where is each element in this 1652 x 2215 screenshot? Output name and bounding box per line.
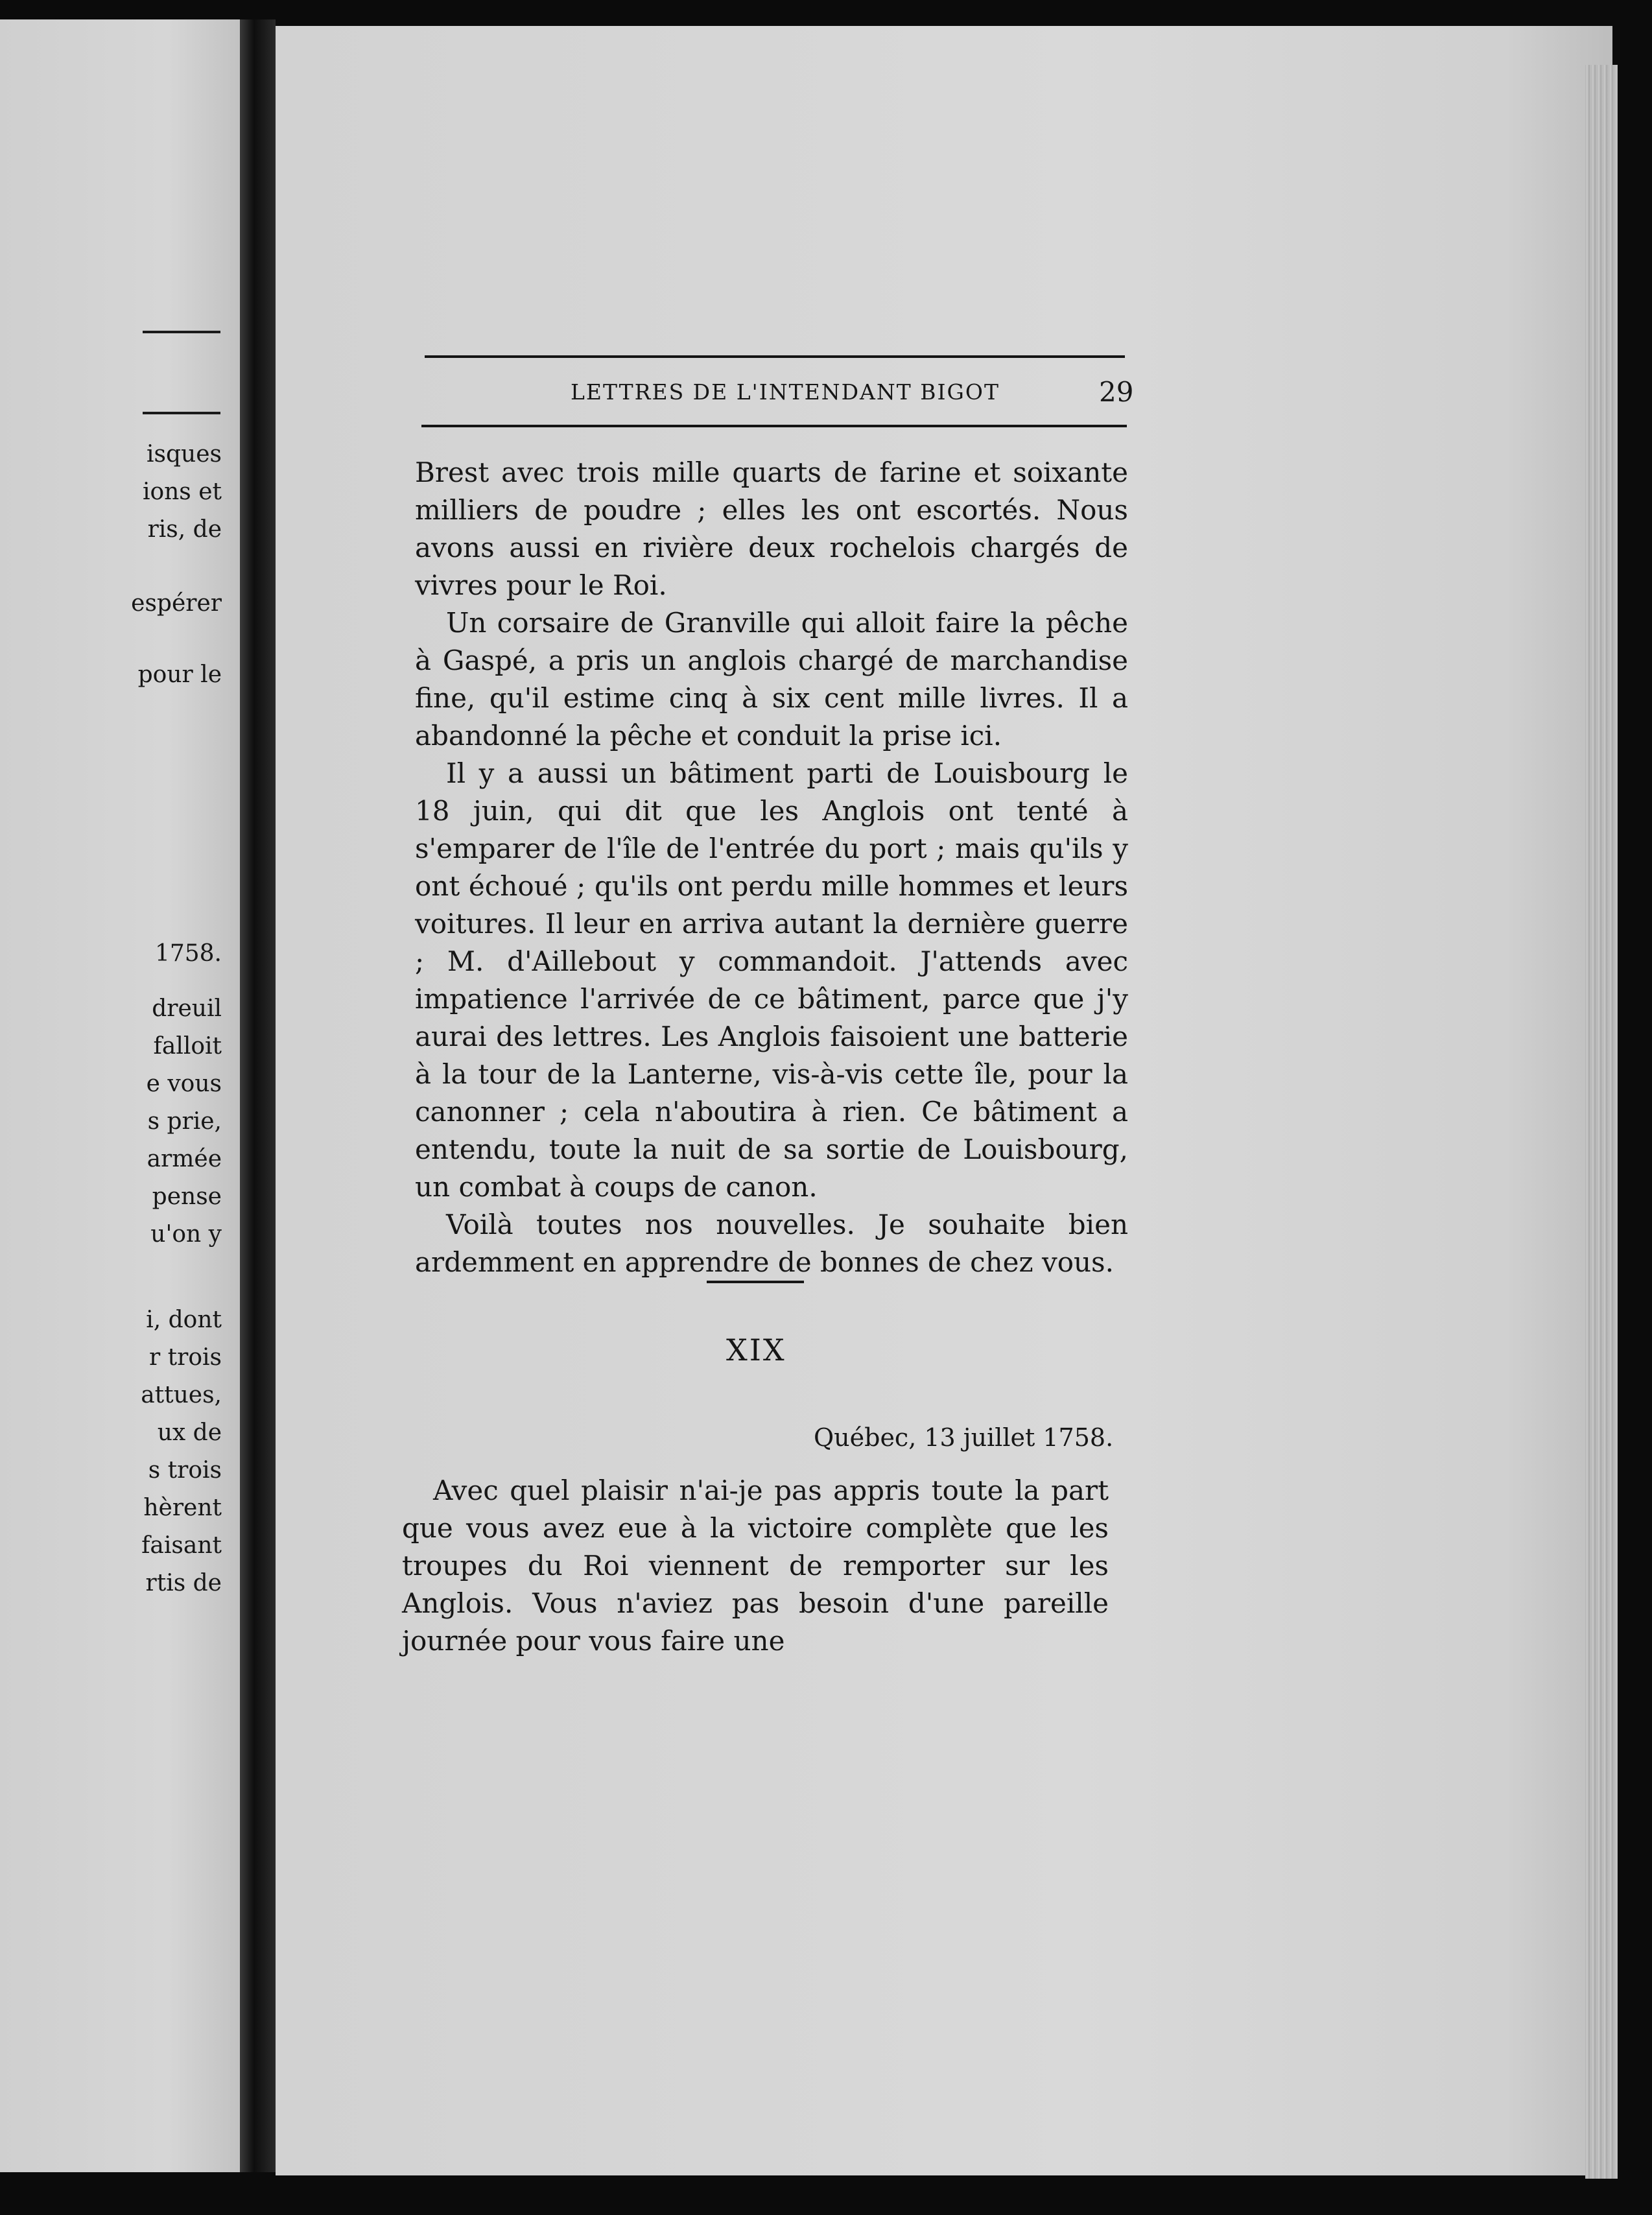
page-edge [1585,65,1618,2179]
left-fragment: falloit [153,1033,222,1060]
left-fragment: i, dont [146,1307,222,1333]
left-fragment: faisant [141,1532,222,1559]
paragraph: Avec quel plaisir n'ai-je pas appris toute la part que vous avez eue à la victoire complète que les troupes du Roi viennent de remporter sur les Anglois. Vous n'aviez pas besoin d'une pareille journée pour vous faire une [402,1475,1109,1657]
left-fragment: s trois [148,1457,222,1484]
letter-dateline: Québec, 13 juillet 1758. [814,1423,1114,1452]
paragraph: Brest avec trois mille quarts de farine et soixante milliers de poudre ; elles les ont escortés. Nous avons aussi en rivière deux rochelois chargés de vivres pour le Roi. [415,456,1128,601]
left-page-rule-top [143,331,220,333]
left-fragment: ions et [142,479,222,505]
header-rule-top [425,355,1125,358]
page-number: 29 [1099,376,1134,408]
paragraph: Il y a aussi un bâtiment parti de Louisbourg le 18 juin, qui dit que les Anglois ont tenté à s'emparer de l'île de l'entrée du port ; mais qu'ils y ont échoué ; qu'ils ont perdu mille hommes et leurs voitures. Il leur en arriva autant la dernière guerre ; M. d'Aillebout y commandoit. J'attends avec impatience l'arrivée de ce bâtiment, parce que j'y aurai des lettres. Les Anglois faisoient une batterie à la tour de la Lanterne, vis-à-vis cette île, pour la canonner ; cela n'aboutira à rien. Ce bâtiment a entendu, toute la nuit de sa sortie de Louisbourg, un combat à coups de canon. [415,757,1128,1203]
left-fragment: espérer [131,590,222,617]
left-fragment: 1758. [154,940,222,967]
left-page-fragment [0,19,240,2172]
header-rule-bottom [421,425,1127,427]
left-fragment: pour le [137,661,222,688]
continued-text [415,454,1128,1281]
left-fragment: r trois [149,1344,222,1371]
paragraph: Un corsaire de Granville qui alloit faire la pêche à Gaspé, a pris un anglois chargé de marchandise fine, qu'il estime cinq à six cent mille livres. Il a abandonné la pêche et conduit la prise ici. [415,607,1128,752]
paragraph: Voilà toutes nos nouvelles. Je souhaite bien ardemment en apprendre de bonnes de chez vous. [415,1209,1128,1278]
letter-number: XIX [726,1333,786,1368]
left-fragment: armée [147,1146,222,1172]
book-gutter [240,19,276,2172]
left-fragment: pense [152,1183,222,1210]
left-fragment: ux de [157,1419,222,1446]
left-fragment: u'on y [150,1221,222,1248]
letter-text [402,1472,1109,1660]
left-fragment: ris, de [147,516,222,543]
left-fragment: e vous [146,1071,222,1097]
left-fragment: rtis de [145,1570,222,1596]
left-fragment: attues, [141,1382,222,1408]
running-head: LETTRES DE L'INTENDANT BIGOT [571,379,1000,405]
left-fragment: s prie, [147,1108,222,1135]
left-fragment: dreuil [152,995,222,1022]
left-fragment: isques [147,441,222,468]
section-divider [707,1281,804,1283]
left-fragment: hèrent [143,1495,222,1521]
left-page-rule-bottom [143,412,220,414]
